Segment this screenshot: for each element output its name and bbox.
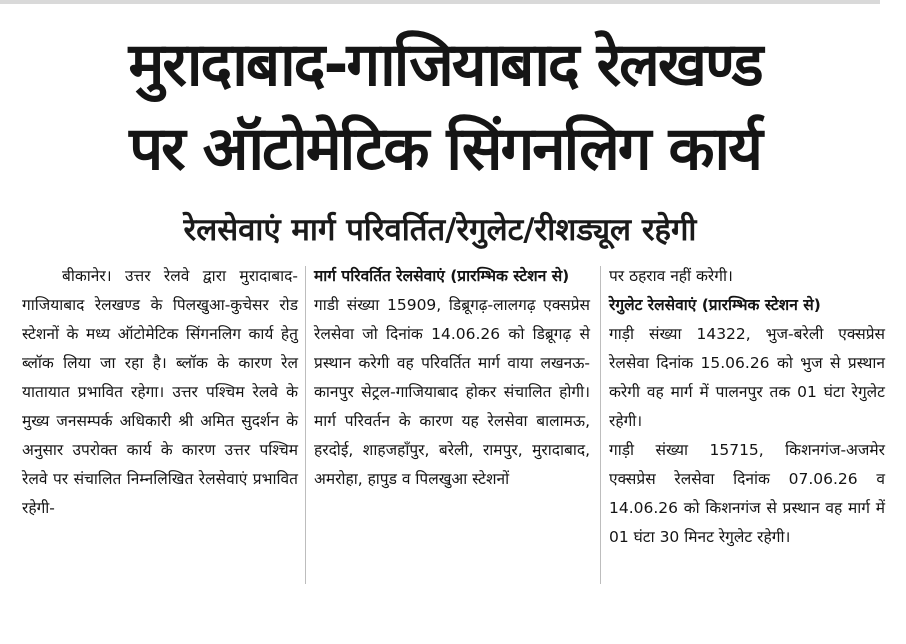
headline-line-2: पर ऑटोमेटिक सिंगनलिग कार्य (129, 114, 761, 184)
column-divider-1 (305, 266, 306, 584)
continuation-text: पर ठहराव नहीं करेगी। (609, 267, 733, 285)
top-rule (0, 0, 880, 4)
article-column-1 (22, 262, 298, 523)
column-divider-2 (600, 266, 601, 584)
article-column-2 (314, 262, 590, 494)
intro-text: बीकानेर। उत्तर रेलवे द्वारा मुरादाबाद-गाजियाबाद रेलखण्ड के पिलखुआ-कुचेसर रोड स्टेशनों के मध्य ऑटोमेटिक सिंगनलिग कार्य हेतु ब्लॉक लिया जा रहा है। ब्लॉक के कारण रेल यातायात प्रभावित रहेगा। उत्तर पश्चिम रेलवे के मुख्य जनसम्पर्क अधिकारी श्री अमित सुदर्शन के अनुसार उपरोक्त कार्य के कारण उत्तर पश्चिम रेलवे पर संचालित निम्नलिखित रेलसेवाएं प्रभावित रहेगी- (22, 267, 298, 517)
diverted-trains-heading: मार्ग परिवर्तित रेलसेवाएं (प्रारम्भिक स्टेशन से) (314, 267, 570, 285)
subheadline: रेलसेवाएं मार्ग परिवर्तित/रेगुलेट/रीशड्यूल रहेगी (183, 212, 697, 248)
intro-paragraph (22, 262, 298, 523)
diverted-trains-paragraph: गाडी संख्या 15909, डिब्रूगढ़-लालगढ़ एक्सप्रेस रेलसेवा जो दिनांक 14.06.26 को डिब्रूगढ़ से प्रस्थान करेगी वह परिवर्तित मार्ग वाया लखनऊ-कानपुर सेट्रल-गाजियाबाद होकर संचालित होगी। मार्ग परिवर्तन के कारण यह रेलसेवा बालामऊ, हरदोई, शाहजहाँपुर, बरेली, रामपुर, मुरादाबाद, अमरोहा, हापुड व पिलखुआ स्टेशनों (314, 296, 590, 488)
regulated-train-paragraph-2: गाड़ी संख्या 15715, किशनगंज-अजमेर एक्सप्रेस रेलसेवा दिनांक 07.06.26 व 14.06.26 को किशनगंज से प्रस्थान वह मार्ग में 01 घंटा 30 मिनट रेगुलेट रहेगी। (609, 441, 885, 546)
headline-line-1: मुरादाबाद-गाजियाबाद रेलखण्ड (128, 30, 762, 100)
regulated-trains-heading: रेगुलेट रेलसेवाएं (प्रारम्भिक स्टेशन से) (609, 296, 821, 314)
regulated-train-paragraph-1: गाड़ी संख्या 14322, भुज-बरेली एक्सप्रेस रेलसेवा दिनांक 15.06.26 को भुज से प्रस्थान करेगी वह मार्ग में पालनपुर तक 01 घंटा रेगुलेट रहेगी। (609, 325, 885, 430)
article-column-3 (609, 262, 885, 552)
